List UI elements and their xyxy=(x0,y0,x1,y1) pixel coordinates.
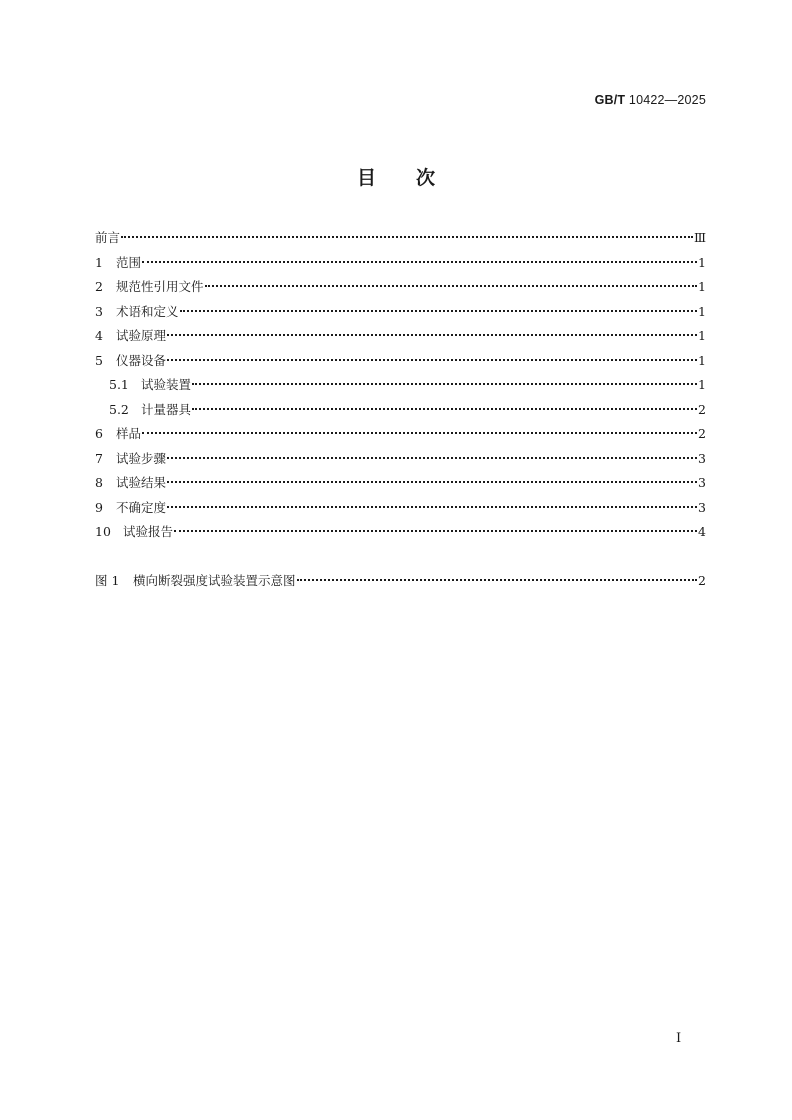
dot-leader xyxy=(174,530,697,532)
page-title: 目次 xyxy=(356,167,475,189)
toc-item-number: 1 xyxy=(95,254,103,270)
dot-leader xyxy=(167,457,697,459)
toc-item[interactable] xyxy=(95,302,706,327)
toc-item[interactable] xyxy=(95,228,706,253)
toc-item-title: 试验结果 xyxy=(116,475,167,490)
toc-item-title: 样品 xyxy=(116,426,142,441)
toc-item[interactable] xyxy=(95,277,706,302)
dot-leader xyxy=(167,506,697,508)
toc-item-title: 试验原理 xyxy=(116,328,167,343)
dot-leader xyxy=(121,236,693,238)
toc-page-number: 1 xyxy=(698,328,706,343)
toc-page-number: 1 xyxy=(698,377,706,392)
toc-item-number: 3 xyxy=(95,303,103,319)
standard-code xyxy=(595,93,706,107)
toc-page-number: 1 xyxy=(698,303,706,319)
toc-item-number: 5 xyxy=(95,352,103,368)
toc-page-number: 3 xyxy=(698,450,706,466)
toc-item-number: 2 xyxy=(95,279,103,294)
standard-code-number: 10422—2025 xyxy=(625,93,706,107)
toc-item-number: 5.2 xyxy=(109,401,129,417)
toc-item[interactable] xyxy=(95,400,706,425)
toc-item-number: 7 xyxy=(95,450,103,466)
toc-page-number: 3 xyxy=(698,475,706,490)
toc-item-title: 不确定度 xyxy=(116,499,167,515)
toc-item[interactable] xyxy=(95,449,706,474)
dot-leader xyxy=(167,359,697,361)
toc-page-number: 2 xyxy=(698,426,706,441)
toc-item[interactable] xyxy=(95,375,706,400)
dot-leader xyxy=(192,408,697,410)
dot-leader xyxy=(180,310,698,312)
toc-item-title: 试验报告 xyxy=(123,524,174,539)
toc-item-number: 9 xyxy=(95,499,103,515)
toc-page-number: 4 xyxy=(698,524,706,539)
table-of-contents xyxy=(95,228,706,595)
toc-item[interactable] xyxy=(95,473,706,498)
toc-item[interactable] xyxy=(95,522,706,547)
dot-leader xyxy=(167,481,697,483)
toc-item-title: 试验步骤 xyxy=(116,450,167,466)
dot-leader xyxy=(142,432,697,434)
toc-item[interactable] xyxy=(95,351,706,376)
toc-item-title: 前言 xyxy=(95,230,121,245)
toc-page-number: 3 xyxy=(698,499,706,515)
toc-page-number: Ⅲ xyxy=(693,230,706,245)
toc-page-number: 2 xyxy=(698,401,706,417)
toc-item-title: 仪器设备 xyxy=(116,352,167,368)
standard-code-prefix: GB/T xyxy=(594,93,626,107)
toc-item[interactable] xyxy=(95,253,706,278)
page-number: Ⅰ xyxy=(676,1031,682,1046)
toc-item[interactable] xyxy=(95,424,706,449)
toc-page-number: 1 xyxy=(698,352,706,368)
toc-item[interactable] xyxy=(95,498,706,523)
toc-item-title: 试验装置 xyxy=(141,377,192,392)
toc-item-title: 范围 xyxy=(116,254,142,270)
toc-item-number: 8 xyxy=(95,475,103,490)
toc-item-number: 6 xyxy=(95,426,103,441)
figure-number: 图 1 xyxy=(95,572,120,588)
toc-page-number: 1 xyxy=(698,279,706,294)
toc-item-number: 5.1 xyxy=(109,377,129,392)
toc-item-number: 10 xyxy=(95,524,111,539)
figure-list-item[interactable] xyxy=(95,571,706,596)
toc-item-title: 规范性引用文件 xyxy=(116,279,204,294)
toc-page-number: 2 xyxy=(698,572,706,588)
dot-leader xyxy=(192,383,697,385)
toc-page-number: 1 xyxy=(698,254,706,270)
figure-title: 横向断裂强度试验装置示意图 xyxy=(133,572,296,588)
toc-item[interactable] xyxy=(95,326,706,351)
dot-leader xyxy=(297,579,698,581)
toc-item-title: 术语和定义 xyxy=(116,303,179,319)
dot-leader xyxy=(167,334,697,336)
dot-leader xyxy=(205,285,698,287)
toc-item-number: 4 xyxy=(95,328,103,343)
toc-item-title: 计量器具 xyxy=(141,401,192,417)
dot-leader xyxy=(142,261,697,263)
